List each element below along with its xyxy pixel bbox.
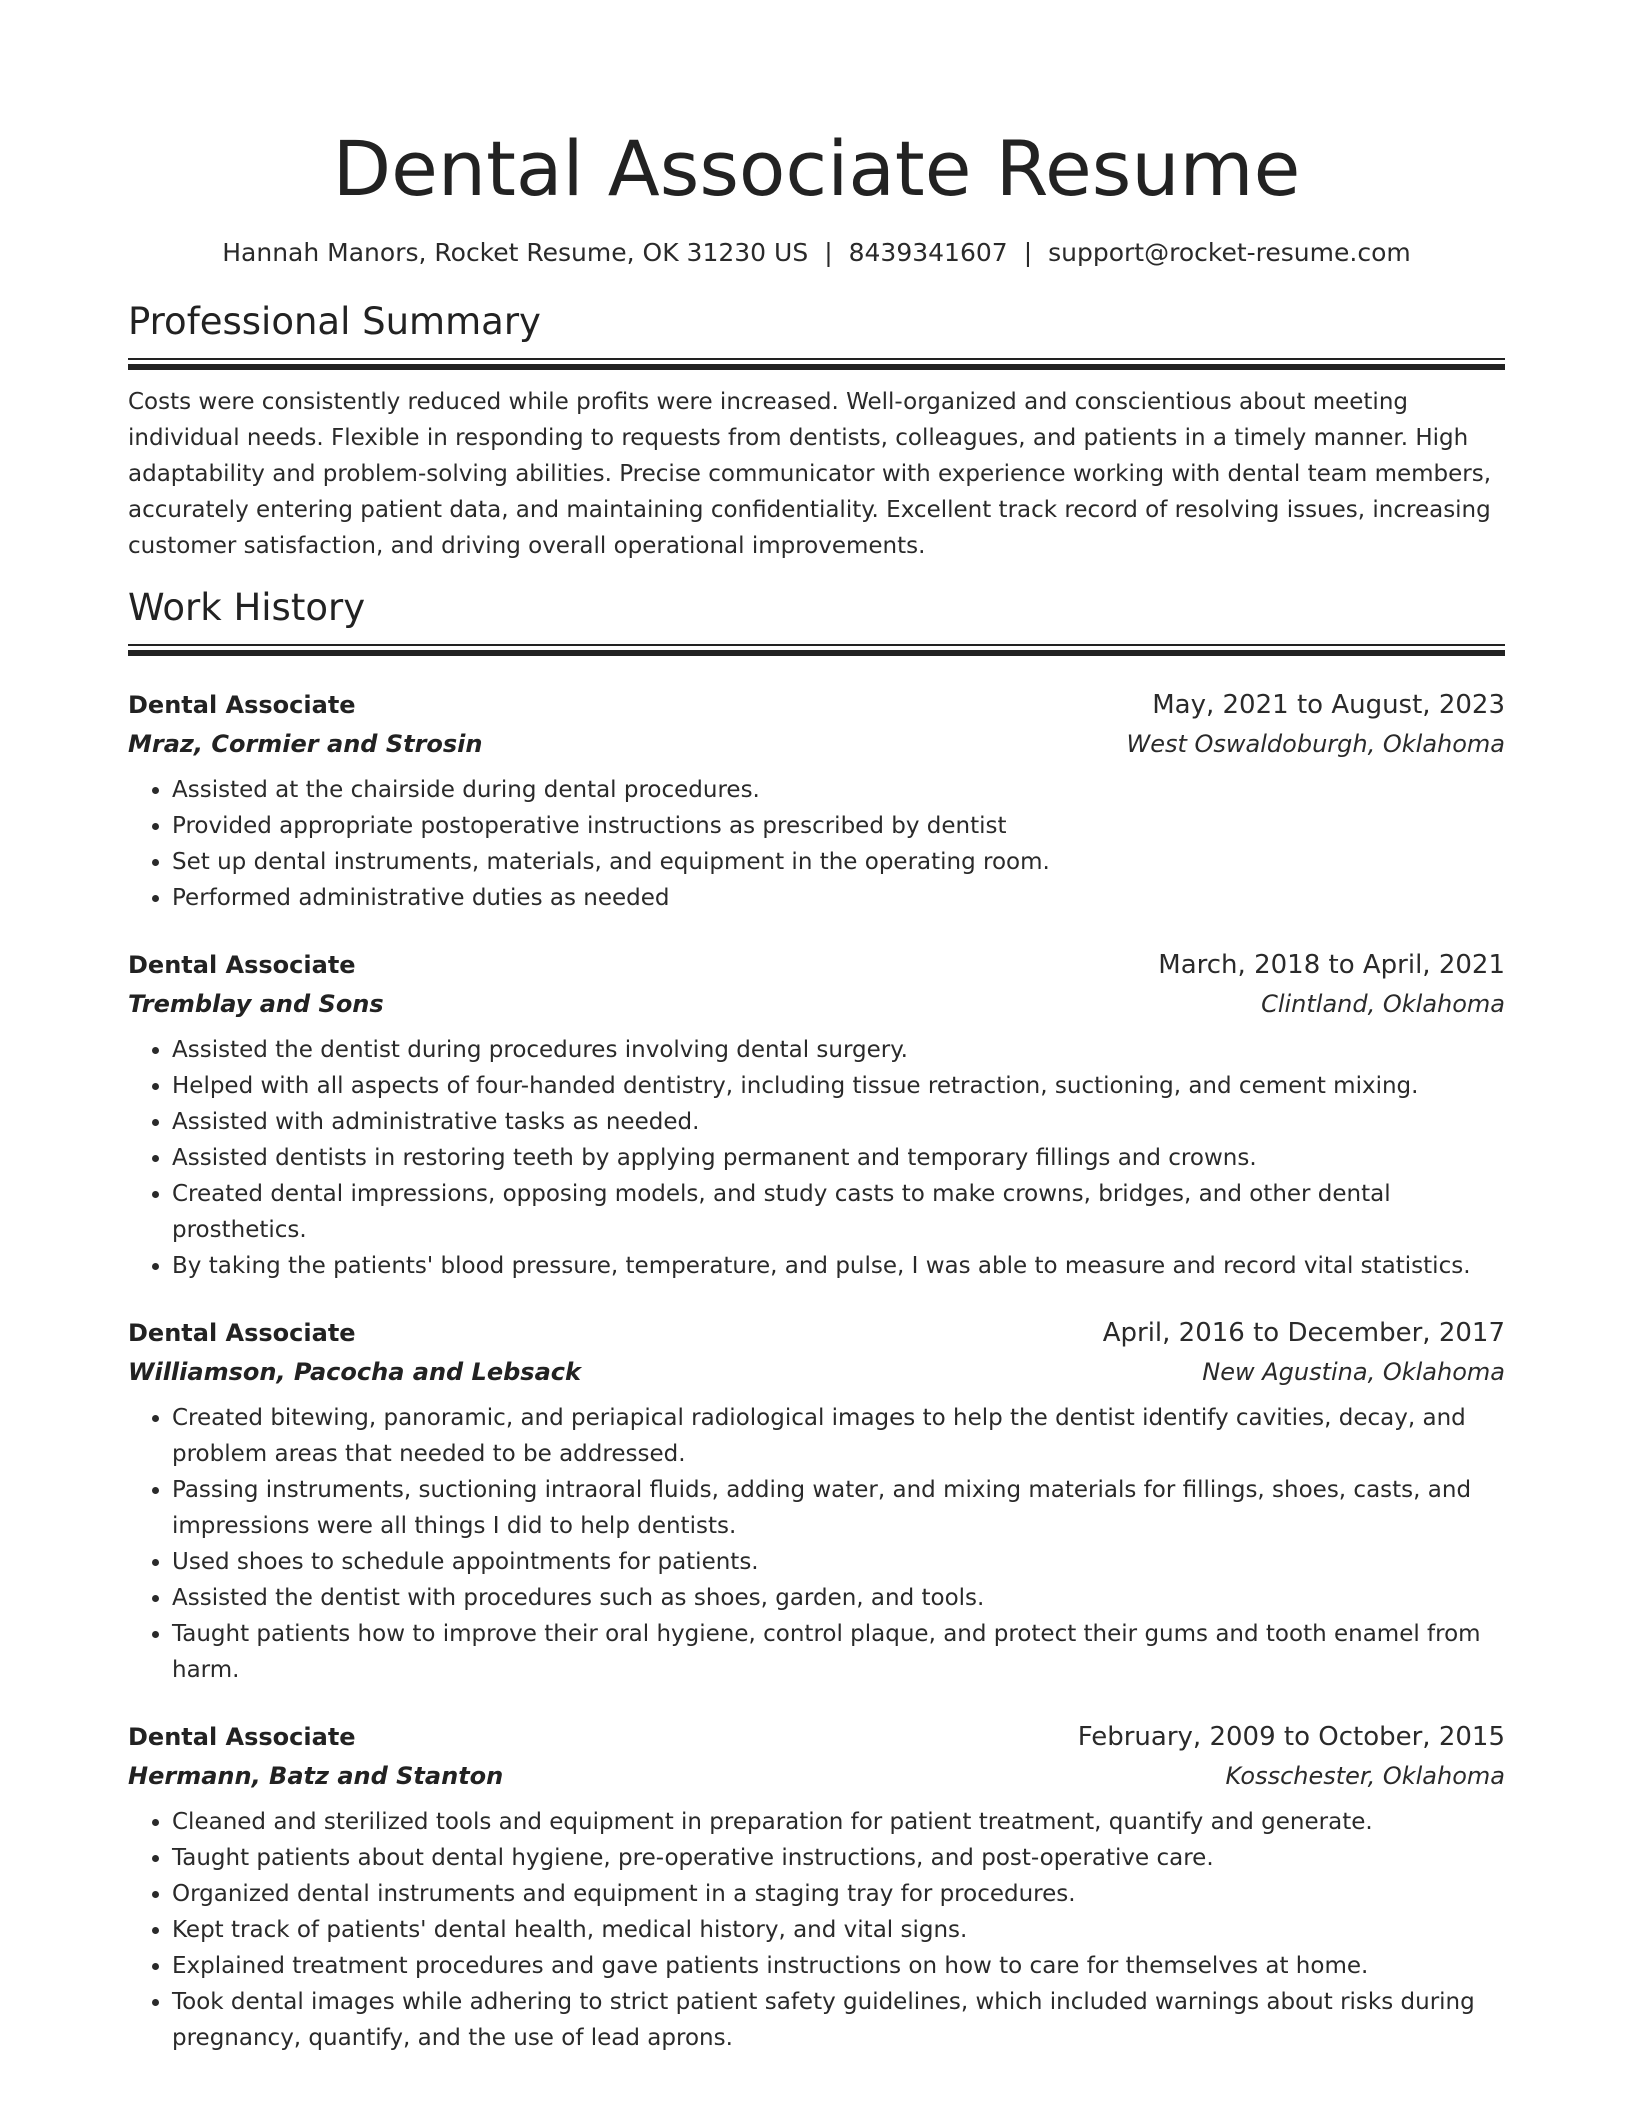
job-duties-list (128, 1400, 1505, 1688)
job-title: Dental Associate (128, 951, 356, 979)
document-title: Dental Associate Resume (332, 124, 1301, 213)
job-title: Dental Associate (128, 691, 356, 719)
section-heading-summary: Professional Summary (128, 300, 541, 343)
list-item: • Created dental impressions, opposing models, and study casts to make crowns, bridges, and other dental prosthetics. (172, 1176, 1505, 1248)
job-entry (128, 946, 1505, 1284)
list-item: • Assisted the dentist during procedures involving dental surgery. (172, 1032, 1505, 1068)
list-item: • Set up dental instruments, materials, and equipment in the operating room. (172, 844, 1505, 880)
job-duties-list (128, 1032, 1505, 1284)
job-company: Mraz, Cormier and Strosin (128, 730, 483, 758)
list-item: • Kept track of patients' dental health, medical history, and vital signs. (172, 1912, 1505, 1948)
contact-separator: | (824, 238, 833, 267)
list-item: • Assisted the dentist with procedures such as shoes, garden, and tools. (172, 1580, 1505, 1616)
professional-summary-section (128, 298, 1505, 564)
list-item: • Took dental images while adhering to strict patient safety guidelines, which included warnings about risks during pregnancy, quantify, and the use of lead aprons. (172, 1984, 1505, 2056)
job-duties-list (128, 1804, 1505, 2056)
job-duties-list (128, 772, 1505, 916)
contact-line (128, 236, 1505, 270)
job-location: Kosschester, Oklahoma (1225, 1762, 1505, 1790)
contact-address: Hannah Manors, Rocket Resume, OK 31230 US (222, 238, 809, 267)
list-item: • Created bitewing, panoramic, and periapical radiological images to help the dentist identify cavities, decay, and problem areas that needed to be addressed. (172, 1400, 1505, 1472)
job-company: Hermann, Batz and Stanton (128, 1762, 504, 1790)
list-item: • Taught patients about dental hygiene, pre-operative instructions, and post-operative care. (172, 1840, 1505, 1876)
job-entry (128, 686, 1505, 916)
list-item: • By taking the patients' blood pressure, temperature, and pulse, I was able to measure and record vital statistics. (172, 1248, 1505, 1284)
job-entry (128, 1314, 1505, 1688)
resume-page (128, 0, 1505, 2056)
section-heading-work-history: Work History (128, 586, 366, 629)
list-item: • Assisted with administrative tasks as needed. (172, 1104, 1505, 1140)
job-dates: March, 2018 to April, 2021 (1158, 950, 1505, 980)
job-dates: May, 2021 to August, 2023 (1152, 690, 1505, 720)
summary-text: Costs were consistently reduced while profits were increased. Well-organized and conscientious about meeting individual needs. Flexible in responding to requests from dentists, colleagues, and patients in a timely manner. High adaptability and problem-solving abilities. Precise communicator with experience working with dental team members, accurately entering patient data, and maintaining confidentiality. Excellent track record of resolving issues, increasing customer satisfaction, and driving overall operational improvements. (128, 389, 1492, 559)
job-location: New Agustina, Oklahoma (1202, 1358, 1505, 1386)
section-divider (128, 644, 1505, 656)
job-company: Tremblay and Sons (128, 990, 384, 1018)
list-item: • Helped with all aspects of four-handed dentistry, including tissue retraction, suctioning, and cement mixing. (172, 1068, 1505, 1104)
job-dates: February, 2009 to October, 2015 (1077, 1722, 1505, 1752)
work-history-section (128, 584, 1505, 2056)
job-location: Clintland, Oklahoma (1261, 990, 1505, 1018)
list-item: • Organized dental instruments and equipment in a staging tray for procedures. (172, 1876, 1505, 1912)
job-title: Dental Associate (128, 1723, 356, 1751)
contact-phone: 8439341607 (848, 238, 1008, 267)
job-company: Williamson, Pacocha and Lebsack (128, 1358, 581, 1386)
list-item: • Provided appropriate postoperative instructions as prescribed by dentist (172, 808, 1505, 844)
list-item: • Assisted at the chairside during dental procedures. (172, 772, 1505, 808)
list-item: • Cleaned and sterilized tools and equipment in preparation for patient treatment, quantify and generate. (172, 1804, 1505, 1840)
list-item: • Used shoes to schedule appointments for patients. (172, 1544, 1505, 1580)
job-dates: April, 2016 to December, 2017 (1102, 1318, 1505, 1348)
job-title: Dental Associate (128, 1319, 356, 1347)
job-location: West Oswaldoburgh, Oklahoma (1126, 730, 1505, 758)
list-item: • Taught patients how to improve their oral hygiene, control plaque, and protect their gums and tooth enamel from harm. (172, 1616, 1505, 1688)
list-item: • Performed administrative duties as needed (172, 880, 1505, 916)
list-item: • Assisted dentists in restoring teeth by applying permanent and temporary fillings and crowns. (172, 1140, 1505, 1176)
job-entry (128, 1718, 1505, 2056)
section-divider (128, 358, 1505, 370)
contact-email: support@rocket-resume.com (1048, 238, 1411, 267)
contact-separator: | (1023, 238, 1033, 267)
list-item: • Passing instruments, suctioning intraoral fluids, adding water, and mixing materials for fillings, shoes, casts, and impressions were all things I did to help dentists. (172, 1472, 1505, 1544)
list-item: • Explained treatment procedures and gave patients instructions on how to care for themselves at home. (172, 1948, 1505, 1984)
